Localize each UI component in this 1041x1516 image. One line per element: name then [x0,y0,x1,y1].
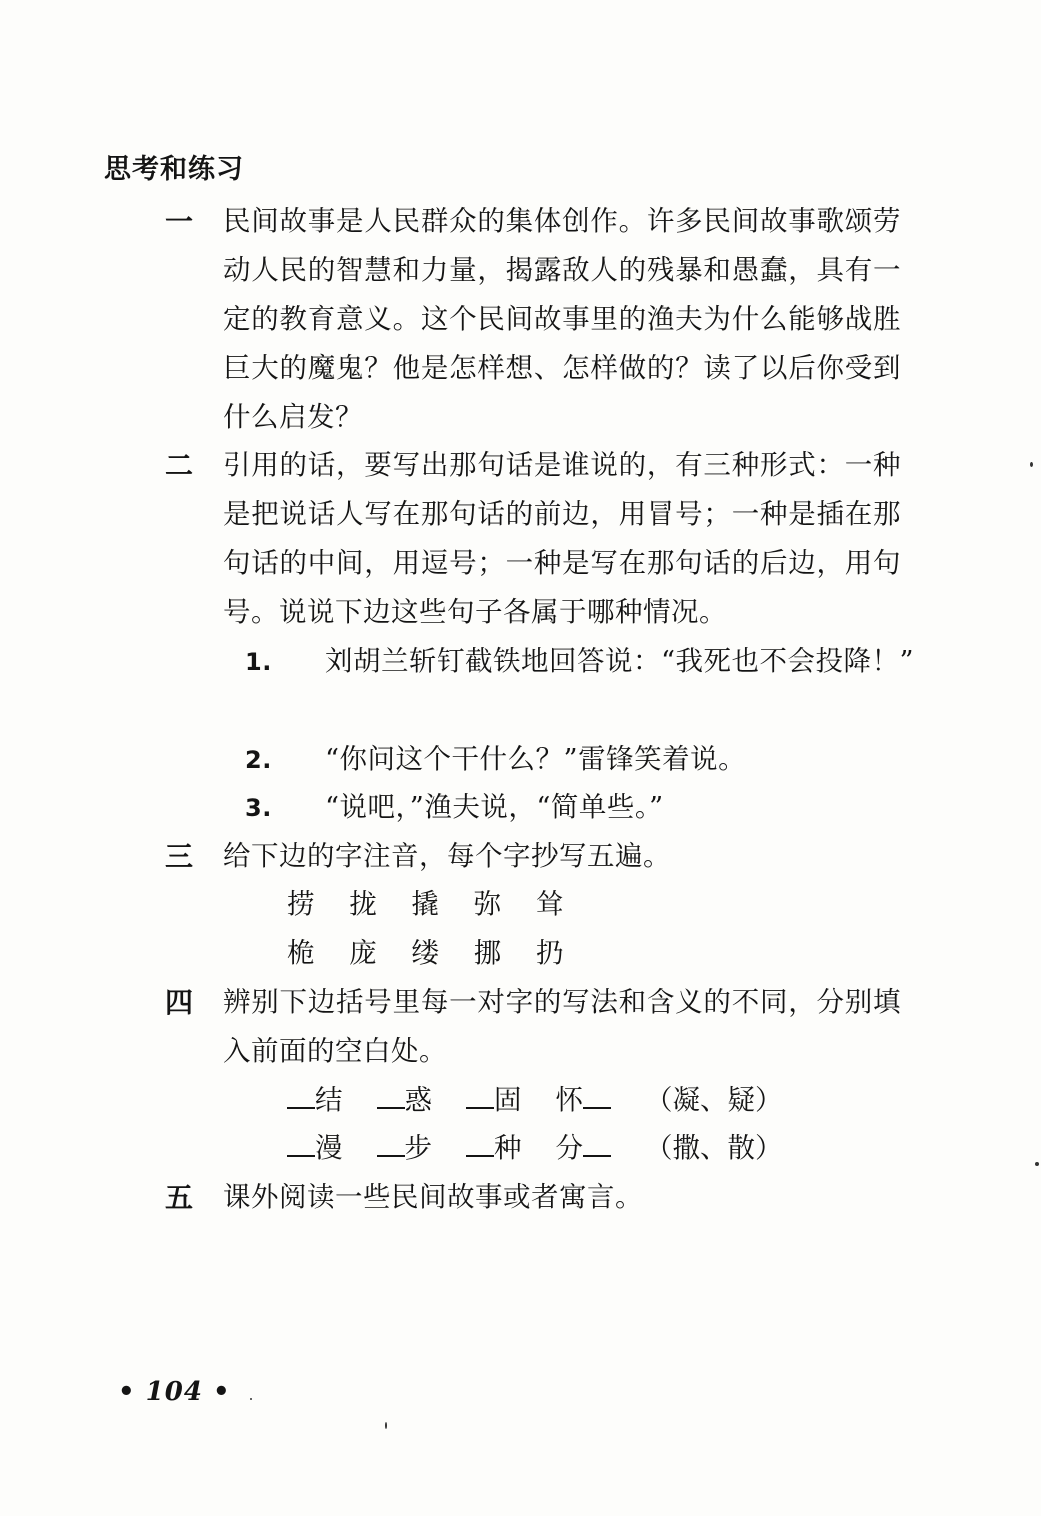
fill-blank-row-2 [287,1124,783,1173]
scan-speck [1035,1162,1039,1166]
item-text: 给下边的字注音，每个字抄写五遍。 [223,840,671,872]
item-number: 四 [165,986,194,1019]
item-text: 引用的话，要写出那句话是谁说的，有三种形式：一种是把说话人写在那句话的前边，用冒号；一种是插在那句话的中间，用逗号；一种是写在那句话的后边，用句号。说说下边这些句子各属于哪种情况。 [223,449,901,628]
item-text: 课外阅读一些民间故事或者寓言。 [223,1181,643,1213]
scan-speck [1030,462,1033,467]
character-row-1: 捞 拢 撬 弥 耸 [287,888,564,920]
sentence-number: 1. [245,648,272,676]
blank-line [466,1133,494,1157]
fill-word: 结 [315,1084,343,1116]
blank-line [377,1133,405,1157]
fill-word: 漫 [315,1132,343,1164]
item-number: 二 [165,449,194,482]
item-number: 五 [165,1181,194,1214]
character-pair: （撒、散） [645,1132,783,1164]
sentence-number: 3. [245,794,272,822]
blank-line [287,1133,315,1157]
sentence-number: 2. [245,746,272,774]
fill-blank-row-1 [287,1076,783,1125]
fill-word: 怀 [555,1084,583,1116]
fill-word: 分 [555,1132,583,1164]
scan-speck [250,1398,252,1400]
sentence-text: 刘胡兰斩钉截铁地回答说：“我死也不会投降！” [325,645,915,677]
item-text: 民间故事是人民群众的集体创作。许多民间故事歌颂劳动人民的智慧和力量，揭露敌人的残暴和愚蠢，具有一定的教育意义。这个民间故事里的渔夫为什么能够战胜巨大的魔鬼？他是怎样想、怎样做的？读了以后你受到什么启发？ [223,205,901,433]
page-number: • 104 • [118,1377,231,1407]
fill-word: 种 [494,1132,522,1164]
blank-line [583,1133,611,1157]
sentence-item-2 [245,735,945,785]
blank-line [466,1085,494,1109]
item-number: 一 [165,205,194,238]
blank-line [377,1085,405,1109]
scan-speck [385,1422,387,1429]
fill-word: 惑 [404,1084,432,1116]
character-pair: （凝、疑） [645,1084,783,1116]
sentence-text: “说吧，”渔夫说，“简单些。” [325,791,664,823]
fill-word: 固 [494,1084,522,1116]
blank-line [583,1085,611,1109]
character-row-2: 桅 庞 缕 挪 扔 [287,937,564,969]
fill-word: 步 [404,1132,432,1164]
sentence-item-3 [245,783,945,833]
item-number: 三 [165,840,194,873]
item-text: 辨别下边括号里每一对字的写法和含义的不同，分别填入前面的空白处。 [223,986,901,1067]
section-heading: 思考和练习 [104,154,244,185]
sentence-item-1 [245,637,945,687]
blank-line [287,1085,315,1109]
sentence-text: “你问这个干什么？”雷锋笑着说。 [325,743,747,775]
